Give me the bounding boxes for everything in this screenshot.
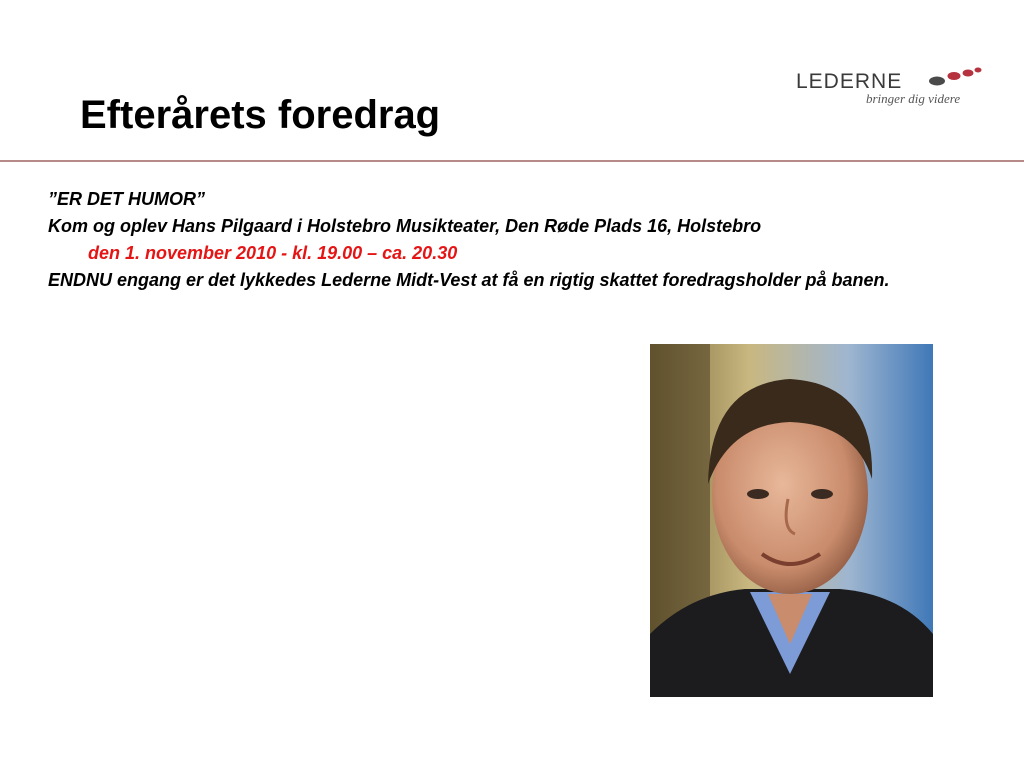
slide-body: [48, 186, 968, 294]
slide-title: Efterårets foredrag: [80, 93, 441, 137]
event-date: den 1. november 2010 - kl. 19.00 – ca. 20.30: [88, 243, 458, 263]
title-divider: [0, 160, 1024, 162]
logo-wordmark: LEDERNE: [796, 70, 903, 93]
event-description: Kom og oplev Hans Pilgaard i Holstebro Musikteater, Den Røde Plads 16, Holstebro: [48, 216, 762, 236]
talk-title: ”ER DET HUMOR”: [48, 189, 205, 209]
logo-tagline: bringer dig videre: [866, 91, 961, 106]
lederne-logo: [796, 64, 986, 110]
announcement-text: ENDNU engang er det lykkedes Lederne Midt-Vest at få en rigtig skattet foredragsholder på banen.: [48, 270, 890, 290]
portrait-photo: [650, 344, 933, 697]
logo-dots-icon: [928, 66, 982, 88]
